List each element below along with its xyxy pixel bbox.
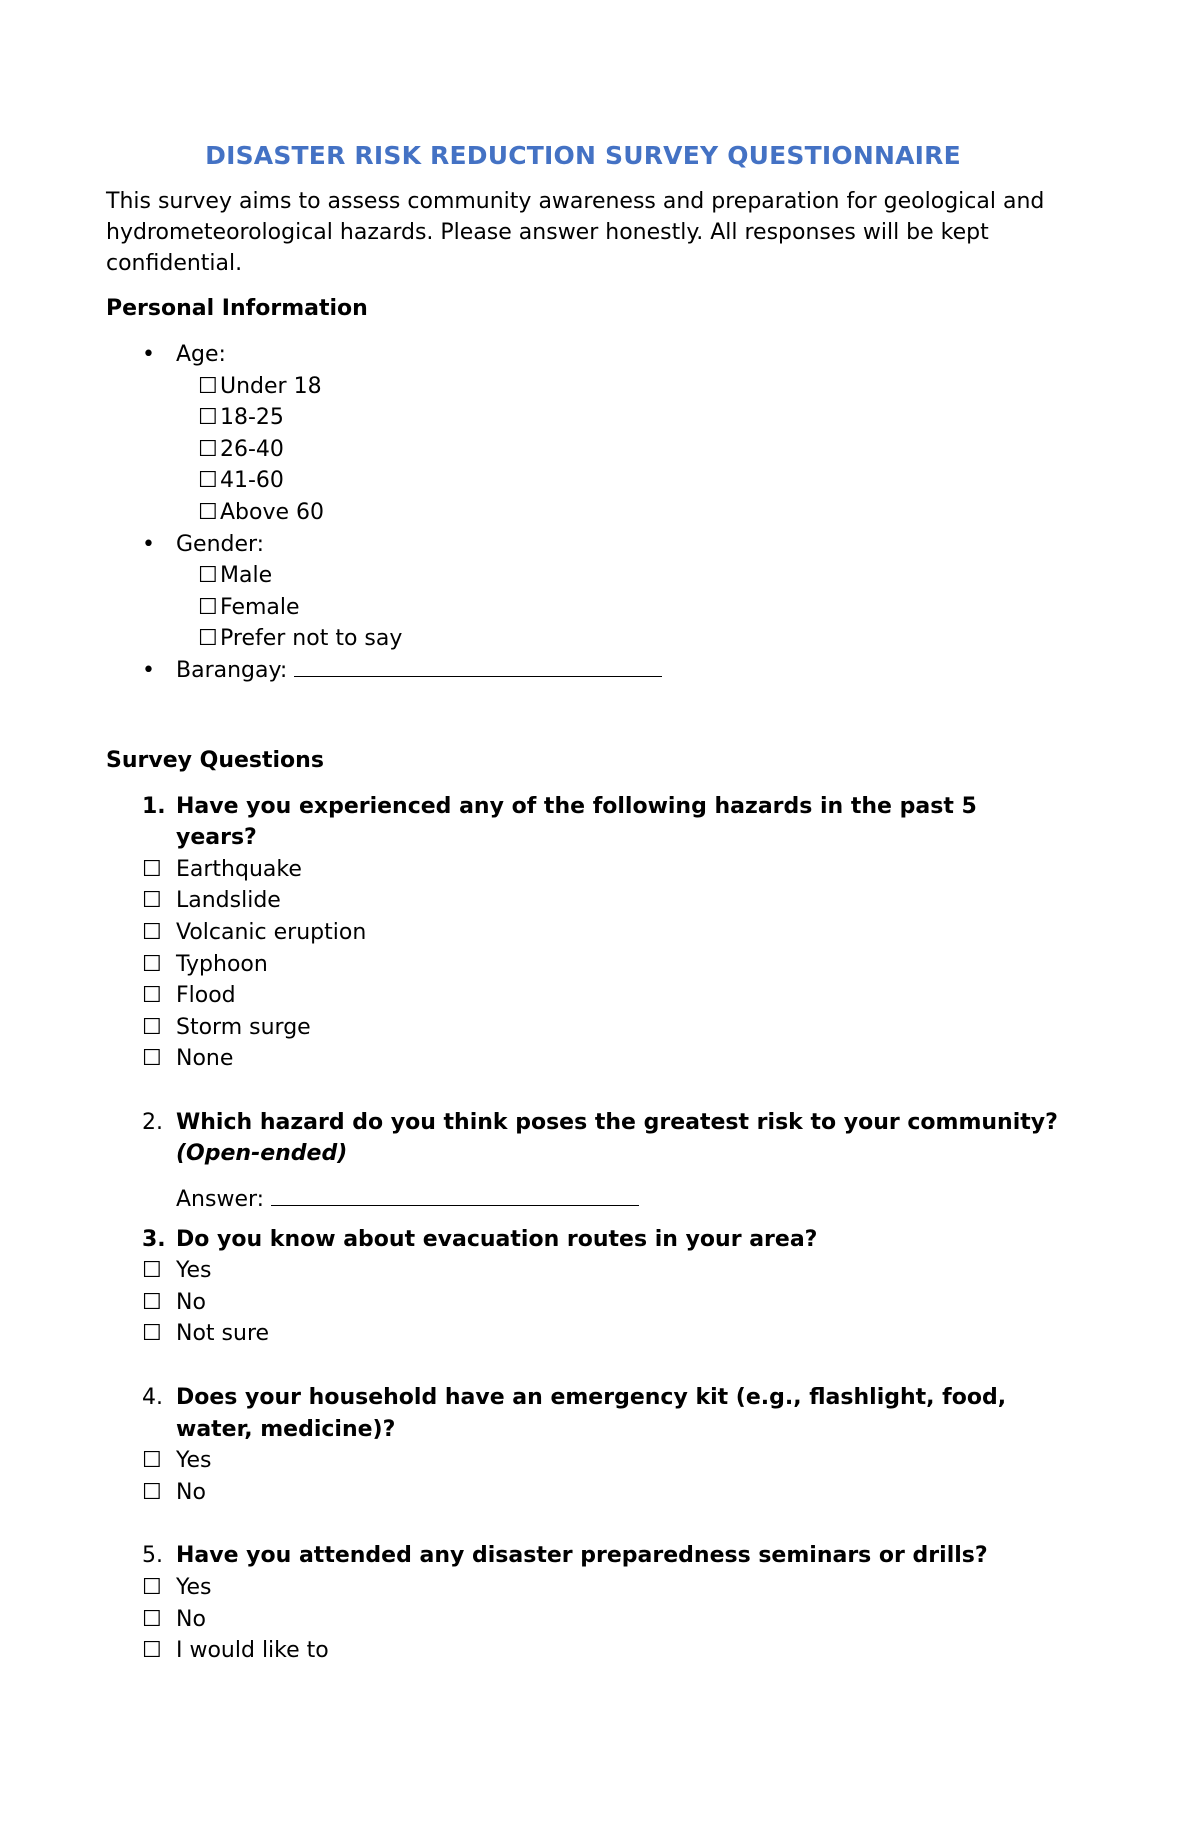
- question-5: [106, 1540, 1060, 1572]
- answer-option[interactable]: [142, 1445, 1060, 1477]
- age-label: Age:: [176, 342, 226, 367]
- gender-label: Gender:: [176, 531, 265, 557]
- option-label: Above 60: [220, 499, 325, 525]
- option-label: No: [176, 1606, 206, 1632]
- checkbox-icon[interactable]: ☐: [142, 1638, 162, 1664]
- question-text: Have you experienced any of the following hazards in the past 5 years?: [176, 793, 977, 851]
- survey-questions-heading: Survey Questions: [106, 747, 324, 773]
- answer-option[interactable]: [142, 1287, 1060, 1319]
- checkbox-icon[interactable]: ☐: [198, 563, 218, 589]
- checkbox-icon[interactable]: ☐: [142, 1448, 162, 1474]
- checkbox-icon[interactable]: ☐: [142, 983, 162, 1009]
- age-option[interactable]: [198, 465, 1060, 497]
- option-label: 18-25: [220, 405, 284, 431]
- question-number: 5.: [142, 1543, 163, 1569]
- answer-option[interactable]: [142, 1012, 1060, 1044]
- question-number: 3.: [142, 1226, 166, 1252]
- option-label: Earthquake: [176, 856, 302, 882]
- personal-info-heading: Personal Information: [106, 296, 368, 321]
- gender-option[interactable]: [198, 623, 1060, 655]
- gender-options: [176, 560, 1060, 655]
- question-1: [106, 791, 1060, 854]
- checkbox-icon[interactable]: ☐: [142, 1046, 162, 1072]
- option-label: Under 18: [220, 373, 322, 399]
- option-label: I would like to: [176, 1638, 329, 1664]
- age-option[interactable]: [198, 402, 1060, 434]
- option-label: Yes: [176, 1258, 212, 1284]
- question-note: (Open-ended): [176, 1141, 348, 1167]
- age-item: [106, 339, 1060, 529]
- checkbox-icon[interactable]: ☐: [142, 1321, 162, 1347]
- intro-paragraph: This survey aims to assess community awareness and preparation for geological and hydrometeorological hazards. Please answer honestly. All responses will be kept confidential.: [106, 189, 1045, 276]
- question-4: [106, 1382, 1060, 1445]
- checkbox-icon[interactable]: ☐: [142, 1014, 162, 1040]
- option-label: Male: [220, 563, 273, 589]
- option-label: Not sure: [176, 1321, 270, 1347]
- question-text: Have you attended any disaster preparedness seminars or drills?: [176, 1543, 988, 1569]
- answer-option[interactable]: [142, 949, 1060, 981]
- barangay-input-line[interactable]: [294, 658, 662, 677]
- age-option[interactable]: [198, 371, 1060, 403]
- question-3-options: [106, 1255, 1060, 1350]
- checkbox-icon[interactable]: ☐: [142, 1575, 162, 1600]
- option-label: Volcanic eruption: [176, 919, 367, 945]
- checkbox-icon[interactable]: ☐: [198, 626, 218, 652]
- checkbox-icon[interactable]: ☐: [142, 951, 162, 977]
- checkbox-icon[interactable]: ☐: [142, 856, 162, 882]
- bullet-icon: •: [142, 342, 155, 367]
- option-label: None: [176, 1046, 234, 1072]
- answer-option[interactable]: [142, 1572, 1060, 1604]
- option-label: Flood: [176, 983, 236, 1009]
- barangay-label: Barangay:: [176, 657, 288, 683]
- answer-input-line[interactable]: [271, 1187, 639, 1206]
- option-label: No: [176, 1289, 206, 1315]
- option-label: Storm surge: [176, 1014, 311, 1040]
- answer-option[interactable]: [142, 1604, 1060, 1636]
- question-3: [106, 1224, 1060, 1256]
- barangay-item: [106, 655, 1060, 687]
- gender-option[interactable]: [198, 592, 1060, 624]
- question-4-options: [106, 1445, 1060, 1508]
- answer-option[interactable]: [142, 980, 1060, 1012]
- answer-row: [106, 1184, 1060, 1216]
- question-5-options: [106, 1572, 1060, 1667]
- answer-option[interactable]: [142, 917, 1060, 949]
- checkbox-icon[interactable]: ☐: [198, 373, 218, 399]
- checkbox-icon[interactable]: ☐: [198, 594, 218, 620]
- answer-option[interactable]: [142, 1477, 1060, 1509]
- bullet-icon: •: [142, 531, 155, 557]
- question-text: Does your household have an emergency kit (e.g., flashlight, food, water, medicine)?: [176, 1385, 1007, 1442]
- age-option[interactable]: [198, 497, 1060, 529]
- option-label: Yes: [176, 1575, 212, 1600]
- checkbox-icon[interactable]: ☐: [142, 1258, 162, 1284]
- answer-option[interactable]: [142, 1635, 1060, 1667]
- checkbox-icon[interactable]: ☐: [198, 405, 218, 431]
- checkbox-icon[interactable]: ☐: [142, 1479, 162, 1505]
- question-number: 1.: [142, 793, 166, 819]
- option-label: 26-40: [220, 436, 284, 462]
- personal-info-list: [106, 339, 1060, 687]
- question-text: Do you know about evacuation routes in your area?: [176, 1226, 818, 1252]
- answer-option[interactable]: [142, 854, 1060, 886]
- bullet-icon: •: [142, 657, 155, 683]
- option-label: Female: [220, 594, 300, 620]
- gender-option[interactable]: [198, 560, 1060, 592]
- question-number: 4.: [142, 1385, 163, 1411]
- checkbox-icon[interactable]: ☐: [142, 1606, 162, 1632]
- checkbox-icon[interactable]: ☐: [198, 468, 218, 494]
- document-title: DISASTER RISK REDUCTION SURVEY QUESTIONNAIRE: [205, 141, 961, 170]
- question-2: [106, 1107, 1060, 1170]
- answer-label: Answer:: [176, 1187, 265, 1213]
- option-label: Typhoon: [176, 951, 268, 977]
- checkbox-icon[interactable]: ☐: [198, 436, 218, 462]
- question-number: 2.: [142, 1109, 163, 1135]
- answer-option[interactable]: [142, 1043, 1060, 1075]
- checkbox-icon[interactable]: ☐: [142, 919, 162, 945]
- answer-option[interactable]: [142, 1318, 1060, 1350]
- checkbox-icon[interactable]: ☐: [142, 888, 162, 914]
- question-text: Which hazard do you think poses the greatest risk to your community?: [176, 1109, 1058, 1135]
- option-label: No: [176, 1479, 206, 1505]
- checkbox-icon[interactable]: ☐: [142, 1289, 162, 1315]
- checkbox-icon[interactable]: ☐: [198, 499, 218, 525]
- gender-item: [106, 529, 1060, 655]
- age-options: [176, 371, 1060, 529]
- option-label: Yes: [176, 1448, 212, 1474]
- option-label: Prefer not to say: [220, 626, 403, 652]
- question-1-options: [106, 854, 1060, 1075]
- answer-option[interactable]: [142, 885, 1060, 917]
- age-option[interactable]: [198, 434, 1060, 466]
- answer-option[interactable]: [142, 1255, 1060, 1287]
- option-label: 41-60: [220, 468, 284, 494]
- option-label: Landslide: [176, 888, 281, 914]
